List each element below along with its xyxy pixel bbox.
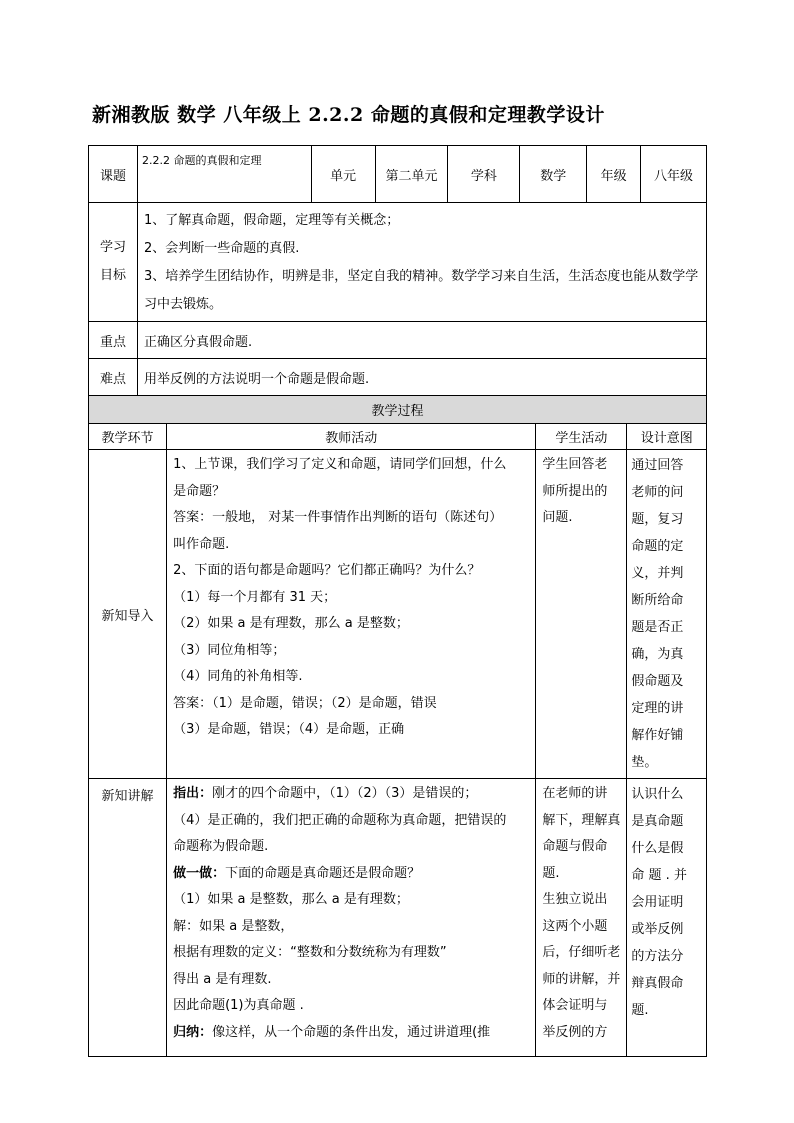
lesson-info-table: [88, 145, 707, 397]
keti-value: 2.2.2 命题的真假和定理: [137, 146, 311, 203]
goal-item: 3、培养学生团结协作，明辨是非，坚定自我的精神。数学学习来自生活，生活态度也能从数学学习中去锻炼。: [143, 269, 699, 312]
goal-item: 2、会判断一些命题的真假.: [143, 241, 300, 256]
teacher-intro: 1、上节课，我们学习了定义和命题，请同学们回想，什么 是命题？ 答案：一般地， 对某一件事情作出判断的语句（陈述句） 叫作命题. 2、下面的语句都是命题吗？它们都正确吗？为什么？ （1）每一个月都有 31 天； （2）如果 a 是有理数，那么 a 是整数； （3）同位角相等； （4）同角的补角相等. 答案：（1）是命题，错误；（2）是命题，错误 （3）是命题，错误；（4）是命题，正确: [167, 450, 536, 779]
intent-intro: 通过回答 老师的问 题，复习 命题的定 义，并判 断所给命 题是否正 确，为真 假命题及 定理的讲 解作好铺 垫。: [627, 450, 707, 779]
col-intent: 设计意图: [627, 424, 707, 450]
difficulty-value: 用举反例的方法说明一个命题是假命题.: [137, 359, 706, 397]
key-value: 正确区分真假命题.: [137, 322, 706, 359]
key-label: 重点: [89, 322, 138, 359]
col-teacher: 教师活动: [167, 424, 536, 450]
goal-item: 1、了解真命题，假命题，定理等有关概念；: [143, 213, 400, 228]
document-title: 新湘教版 数学 八年级上 2.2.2 命题的真假和定理教学设计: [92, 104, 605, 126]
keti-label: 课题: [89, 146, 138, 203]
col-student: 学生活动: [536, 424, 627, 450]
subject-label: 学科: [448, 146, 520, 203]
grade-label: 年级: [587, 146, 641, 203]
unit-value: 第二单元: [375, 146, 448, 203]
student-intro: 学生回答老 师所提出的 问题.: [536, 450, 627, 779]
student-explain: 在老师的讲 解下，理解真 命题与假命 题. 生独立说出 这两个小题 后，仔细听老 师的讲解，并 体会证明与 举反例的方: [536, 779, 627, 1057]
stage-intro: 新知导入: [89, 450, 167, 779]
goals-content: [137, 203, 706, 322]
stage-explain: 新知讲解: [89, 779, 167, 1057]
difficulty-label: 难点: [89, 359, 138, 397]
col-stage: 教学环节: [89, 424, 167, 450]
grade-value: 八年级: [641, 146, 707, 203]
subject-value: 数学: [520, 146, 587, 203]
intent-explain: 认识什么 是真命题 什么是假 命 题 . 并 会用证明 或举反例 的方法分 辩真假命 题.: [627, 779, 707, 1057]
goals-label: 学习 目标: [89, 203, 138, 322]
unit-label: 单元: [311, 146, 375, 203]
process-heading: 教学过程: [89, 396, 707, 424]
teaching-process-table: [88, 395, 707, 1057]
teacher-explain: 指出：刚才的四个命题中，（1）（2）（3）是错误的； （4）是正确的，我们把正确的命题称为真命题，把错误的 命题称为假命题. 做一做：下面的命题是真命题还是假命题？ （1）如果 a 是整数，那么 a 是有理数； 解：如果 a 是整数， 根据有理数的定义：“整数和分数统称为有理数” 得出 a 是有理数. 因此命题(1)为真命题 . 归纳：像这样，从一个命题的条件出发，通过讲道理(推: [167, 779, 536, 1057]
